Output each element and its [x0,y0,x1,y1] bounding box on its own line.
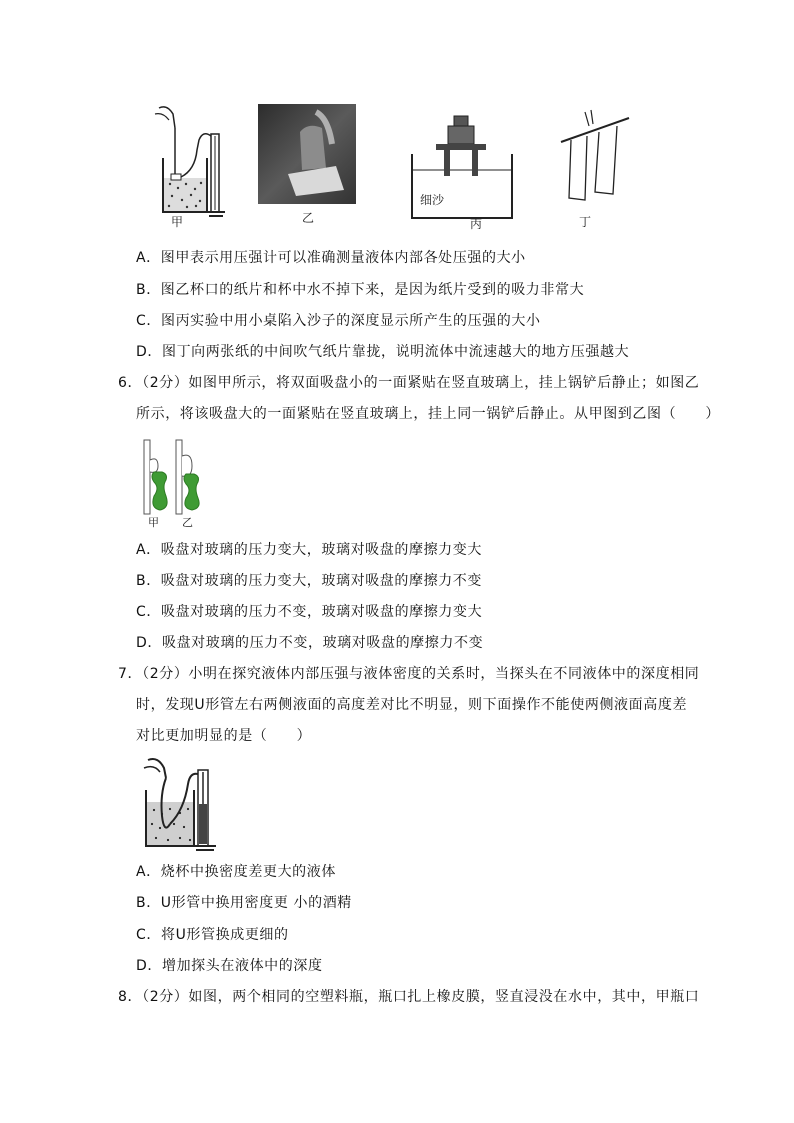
q7-stem-line-2: 时，发现U形管左右两侧液面的高度差对比不明显，则下面操作不能使两侧液面高度差 [136,697,688,713]
figure-jia-label: 甲 [171,215,184,229]
figure-bing-table-in-sand [408,112,518,230]
figure-yi-paper-cup-photo [258,104,356,228]
figure-ding-label: 丁 [579,215,592,229]
figure-q6-jia-label: 甲 [148,516,159,528]
q7-stem-line-1: 7．（2分）小明在探究液体内部压强与液体密度的关系时，当探头在不同液体中的深度相同 [118,666,700,682]
q6-stem-line-1: 6．（2分）如图甲所示，将双面吸盘小的一面紧贴在竖直玻璃上，挂上锅铲后静止；如图乙 [118,375,700,391]
figure-bing-label: 丙 [470,217,483,230]
q7-option-d[interactable]: D．增加探头在液体中的深度 [136,958,323,974]
figure-ding-two-papers [555,104,635,230]
q6-option-a[interactable]: A．吸盘对玻璃的压力变大，玻璃对吸盘的摩擦力变大 [136,542,482,558]
figure-jia-pressure-gauge [145,100,235,230]
q7-option-b[interactable]: B．U形管中换用密度更 小的酒精 [136,895,352,911]
q5-option-c[interactable]: C．图丙实验中用小桌陷入沙子的深度显示所产生的压强的大小 [136,313,541,329]
q6-option-c[interactable]: C．吸盘对玻璃的压力不变，玻璃对吸盘的摩擦力变大 [136,604,483,620]
q5-option-d[interactable]: D．图丁向两张纸的中间吹气纸片靠拢，说明流体中流速越大的地方压强越大 [136,344,630,360]
q6-stem-line-2: 所示，将该吸盘大的一面紧贴在竖直玻璃上，挂上同一锅铲后静止。从甲图到乙图（ ） [136,406,720,422]
q7-option-a[interactable]: A．烧杯中换密度差更大的液体 [136,864,336,880]
q8-stem-line-1: 8．（2分）如图，两个相同的空塑料瓶，瓶口扎上橡皮膜，竖直浸没在水中，其中，甲瓶口 [118,989,700,1005]
q6-option-b[interactable]: B．吸盘对玻璃的压力变大，玻璃对吸盘的摩擦力不变 [136,573,483,589]
q5-option-a[interactable]: A．图甲表示用压强计可以准确测量液体内部各处压强的大小 [136,250,526,266]
figure-q7-pressure-gauge [140,754,222,852]
q5-option-b[interactable]: B．图乙杯口的纸片和杯中水不掉下来，是因为纸片受到的吸力非常大 [136,282,585,298]
figure-bing-sand-label: 细沙 [420,193,445,207]
figure-q6-yi-label: 乙 [182,516,193,528]
q7-option-c[interactable]: C．将U形管换成更细的 [136,927,289,943]
figure-q6-suction-cups [140,436,210,528]
q7-stem-line-3: 对比更加明显的是（ ） [136,728,312,744]
figure-yi-label: 乙 [302,211,315,225]
q6-option-d[interactable]: D．吸盘对玻璃的压力不变，玻璃对吸盘的摩擦力不变 [136,635,484,651]
